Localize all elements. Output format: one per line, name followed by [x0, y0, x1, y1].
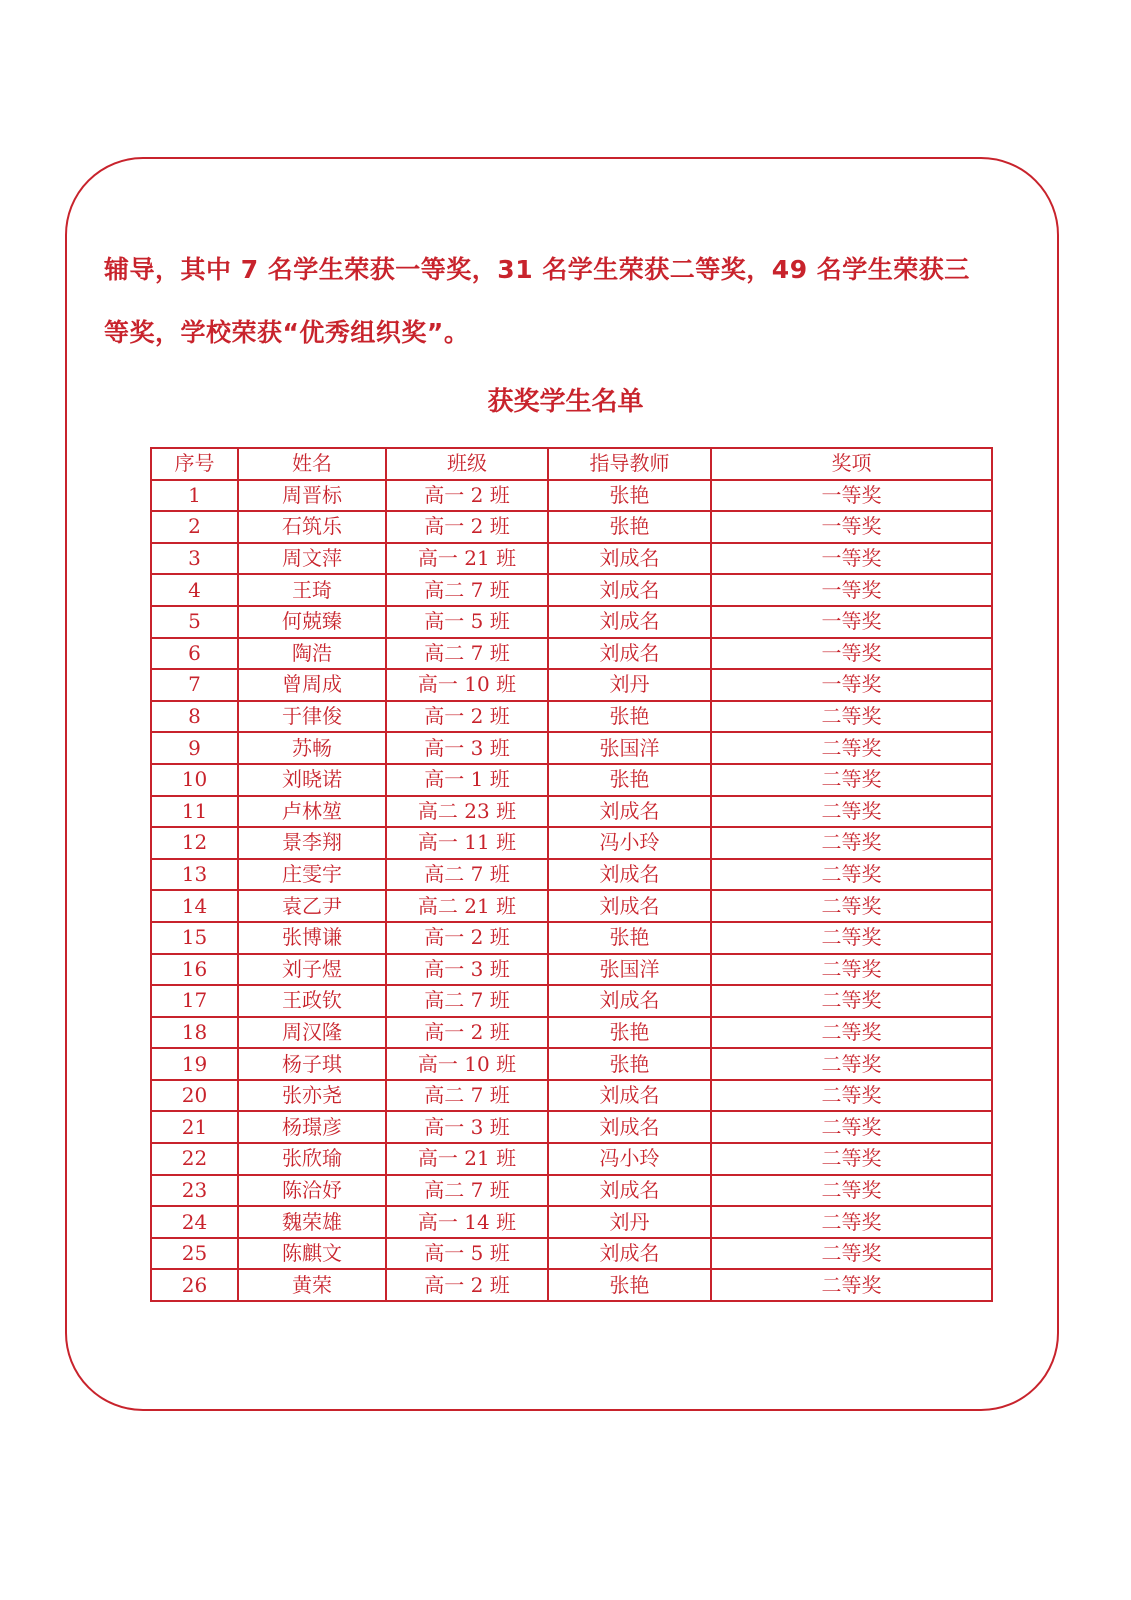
- cell-student-name: 刘晓诺: [238, 764, 386, 796]
- cell-teacher: 刘成名: [548, 859, 711, 891]
- cell-teacher: 刘成名: [548, 1111, 711, 1143]
- cell-teacher: 刘成名: [548, 1175, 711, 1207]
- table-row: [151, 511, 992, 543]
- cell-class: 高一 10 班: [386, 669, 548, 701]
- table-row: [151, 890, 992, 922]
- cell-teacher: 张国洋: [548, 954, 711, 986]
- cell-number: 6: [151, 638, 238, 670]
- cell-award: 一等奖: [711, 511, 992, 543]
- cell-student-name: 陈麒文: [238, 1238, 386, 1270]
- cell-award: 二等奖: [711, 764, 992, 796]
- table-row: [151, 827, 992, 859]
- table-header-row: [151, 448, 992, 480]
- cell-teacher: 张艳: [548, 1048, 711, 1080]
- cell-number: 10: [151, 764, 238, 796]
- cell-class: 高一 2 班: [386, 701, 548, 733]
- cell-teacher: 刘成名: [548, 574, 711, 606]
- cell-teacher: 张国洋: [548, 732, 711, 764]
- table-row: [151, 954, 992, 986]
- cell-student-name: 张欣瑜: [238, 1143, 386, 1175]
- cell-student-name: 王琦: [238, 574, 386, 606]
- cell-number: 22: [151, 1143, 238, 1175]
- table-row: [151, 1048, 992, 1080]
- cell-teacher: 刘丹: [548, 669, 711, 701]
- cell-award: 二等奖: [711, 1175, 992, 1207]
- cell-award: 一等奖: [711, 480, 992, 512]
- cell-student-name: 何兢臻: [238, 606, 386, 638]
- cell-class: 高一 3 班: [386, 732, 548, 764]
- cell-number: 26: [151, 1269, 238, 1301]
- cell-student-name: 袁乙尹: [238, 890, 386, 922]
- cell-class: 高一 2 班: [386, 1269, 548, 1301]
- cell-number: 18: [151, 1017, 238, 1049]
- cell-number: 14: [151, 890, 238, 922]
- table-row: [151, 701, 992, 733]
- cell-number: 15: [151, 922, 238, 954]
- cell-number: 24: [151, 1206, 238, 1238]
- table-row: [151, 543, 992, 575]
- cell-class: 高一 3 班: [386, 954, 548, 986]
- cell-student-name: 陶浩: [238, 638, 386, 670]
- cell-teacher: 张艳: [548, 480, 711, 512]
- cell-student-name: 魏荣雄: [238, 1206, 386, 1238]
- cell-class: 高二 7 班: [386, 574, 548, 606]
- cell-award: 二等奖: [711, 796, 992, 828]
- table-row: [151, 574, 992, 606]
- cell-teacher: 刘成名: [548, 606, 711, 638]
- cell-number: 16: [151, 954, 238, 986]
- cell-teacher: 冯小玲: [548, 827, 711, 859]
- cell-award: 一等奖: [711, 574, 992, 606]
- cell-student-name: 曾周成: [238, 669, 386, 701]
- cell-student-name: 周文萍: [238, 543, 386, 575]
- cell-teacher: 张艳: [548, 1017, 711, 1049]
- cell-student-name: 庄雯宇: [238, 859, 386, 891]
- cell-student-name: 杨璟彦: [238, 1111, 386, 1143]
- cell-award: 一等奖: [711, 669, 992, 701]
- table-row: [151, 732, 992, 764]
- table-row: [151, 1017, 992, 1049]
- cell-number: 1: [151, 480, 238, 512]
- header-name: 姓名: [238, 448, 386, 480]
- cell-award: 二等奖: [711, 1238, 992, 1270]
- cell-student-name: 张亦尧: [238, 1080, 386, 1112]
- cell-number: 23: [151, 1175, 238, 1207]
- cell-teacher: 刘成名: [548, 985, 711, 1017]
- cell-number: 5: [151, 606, 238, 638]
- cell-class: 高二 7 班: [386, 859, 548, 891]
- cell-award: 二等奖: [711, 827, 992, 859]
- header-class: 班级: [386, 448, 548, 480]
- award-table-body: [151, 480, 992, 1301]
- table-row: [151, 1269, 992, 1301]
- cell-award: 二等奖: [711, 1269, 992, 1301]
- cell-class: 高一 2 班: [386, 511, 548, 543]
- cell-number: 7: [151, 669, 238, 701]
- table-row: [151, 1238, 992, 1270]
- award-list-title: 获奖学生名单: [487, 387, 644, 417]
- cell-award: 二等奖: [711, 1017, 992, 1049]
- cell-award: 一等奖: [711, 543, 992, 575]
- cell-class: 高二 7 班: [386, 638, 548, 670]
- cell-teacher: 冯小玲: [548, 1143, 711, 1175]
- table-row: [151, 1175, 992, 1207]
- cell-teacher: 刘成名: [548, 796, 711, 828]
- cell-award: 一等奖: [711, 606, 992, 638]
- cell-teacher: 张艳: [548, 1269, 711, 1301]
- award-table: [150, 447, 993, 1302]
- cell-student-name: 苏畅: [238, 732, 386, 764]
- cell-award: 二等奖: [711, 1206, 992, 1238]
- intro-paragraph: [104, 238, 1004, 364]
- cell-award: 二等奖: [711, 859, 992, 891]
- cell-student-name: 杨子琪: [238, 1048, 386, 1080]
- cell-class: 高一 14 班: [386, 1206, 548, 1238]
- table-row: [151, 1143, 992, 1175]
- cell-number: 9: [151, 732, 238, 764]
- cell-student-name: 景李翔: [238, 827, 386, 859]
- cell-class: 高一 21 班: [386, 1143, 548, 1175]
- cell-number: 11: [151, 796, 238, 828]
- cell-student-name: 石筑乐: [238, 511, 386, 543]
- cell-award: 二等奖: [711, 732, 992, 764]
- cell-teacher: 刘成名: [548, 543, 711, 575]
- cell-number: 3: [151, 543, 238, 575]
- table-row: [151, 1206, 992, 1238]
- cell-award: 一等奖: [711, 638, 992, 670]
- cell-student-name: 陈洽妤: [238, 1175, 386, 1207]
- cell-student-name: 刘子煜: [238, 954, 386, 986]
- cell-class: 高二 21 班: [386, 890, 548, 922]
- cell-teacher: 刘成名: [548, 890, 711, 922]
- cell-award: 二等奖: [711, 701, 992, 733]
- intro-line-1: 辅导，其中 7 名学生荣获一等奖，31 名学生荣获二等奖，49 名学生荣获三: [104, 255, 970, 284]
- cell-teacher: 张艳: [548, 764, 711, 796]
- cell-student-name: 黄荣: [238, 1269, 386, 1301]
- header-award: 奖项: [711, 448, 992, 480]
- cell-student-name: 于律俊: [238, 701, 386, 733]
- cell-student-name: 张博谦: [238, 922, 386, 954]
- table-row: [151, 922, 992, 954]
- cell-award: 二等奖: [711, 1080, 992, 1112]
- cell-award: 二等奖: [711, 954, 992, 986]
- cell-teacher: 刘成名: [548, 638, 711, 670]
- table-row: [151, 480, 992, 512]
- cell-class: 高一 2 班: [386, 922, 548, 954]
- cell-teacher: 刘成名: [548, 1080, 711, 1112]
- cell-class: 高二 7 班: [386, 985, 548, 1017]
- cell-number: 8: [151, 701, 238, 733]
- cell-award: 二等奖: [711, 890, 992, 922]
- cell-class: 高一 5 班: [386, 606, 548, 638]
- cell-number: 21: [151, 1111, 238, 1143]
- cell-number: 17: [151, 985, 238, 1017]
- cell-class: 高一 21 班: [386, 543, 548, 575]
- cell-class: 高二 7 班: [386, 1175, 548, 1207]
- cell-class: 高一 3 班: [386, 1111, 548, 1143]
- cell-teacher: 张艳: [548, 511, 711, 543]
- cell-award: 二等奖: [711, 1048, 992, 1080]
- cell-class: 高一 1 班: [386, 764, 548, 796]
- cell-class: 高二 23 班: [386, 796, 548, 828]
- cell-teacher: 刘成名: [548, 1238, 711, 1270]
- cell-student-name: 周晋标: [238, 480, 386, 512]
- cell-teacher: 刘丹: [548, 1206, 711, 1238]
- cell-award: 二等奖: [711, 1143, 992, 1175]
- table-row: [151, 1080, 992, 1112]
- table-row: [151, 606, 992, 638]
- cell-class: 高二 7 班: [386, 1080, 548, 1112]
- table-row: [151, 859, 992, 891]
- cell-student-name: 卢林堃: [238, 796, 386, 828]
- intro-line-2: 等奖，学校荣获“优秀组织奖”。: [104, 318, 470, 347]
- cell-number: 19: [151, 1048, 238, 1080]
- cell-number: 20: [151, 1080, 238, 1112]
- cell-award: 二等奖: [711, 985, 992, 1017]
- header-number: 序号: [151, 448, 238, 480]
- cell-number: 13: [151, 859, 238, 891]
- cell-student-name: 王政钦: [238, 985, 386, 1017]
- header-teacher: 指导教师: [548, 448, 711, 480]
- table-row: [151, 764, 992, 796]
- cell-class: 高一 5 班: [386, 1238, 548, 1270]
- table-row: [151, 669, 992, 701]
- table-row: [151, 638, 992, 670]
- cell-number: 12: [151, 827, 238, 859]
- cell-student-name: 周汉隆: [238, 1017, 386, 1049]
- cell-class: 高一 10 班: [386, 1048, 548, 1080]
- cell-class: 高一 2 班: [386, 480, 548, 512]
- cell-number: 2: [151, 511, 238, 543]
- cell-number: 25: [151, 1238, 238, 1270]
- table-row: [151, 985, 992, 1017]
- cell-class: 高一 2 班: [386, 1017, 548, 1049]
- cell-teacher: 张艳: [548, 701, 711, 733]
- table-row: [151, 796, 992, 828]
- cell-class: 高一 11 班: [386, 827, 548, 859]
- table-row: [151, 1111, 992, 1143]
- cell-award: 二等奖: [711, 1111, 992, 1143]
- cell-number: 4: [151, 574, 238, 606]
- cell-teacher: 张艳: [548, 922, 711, 954]
- cell-award: 二等奖: [711, 922, 992, 954]
